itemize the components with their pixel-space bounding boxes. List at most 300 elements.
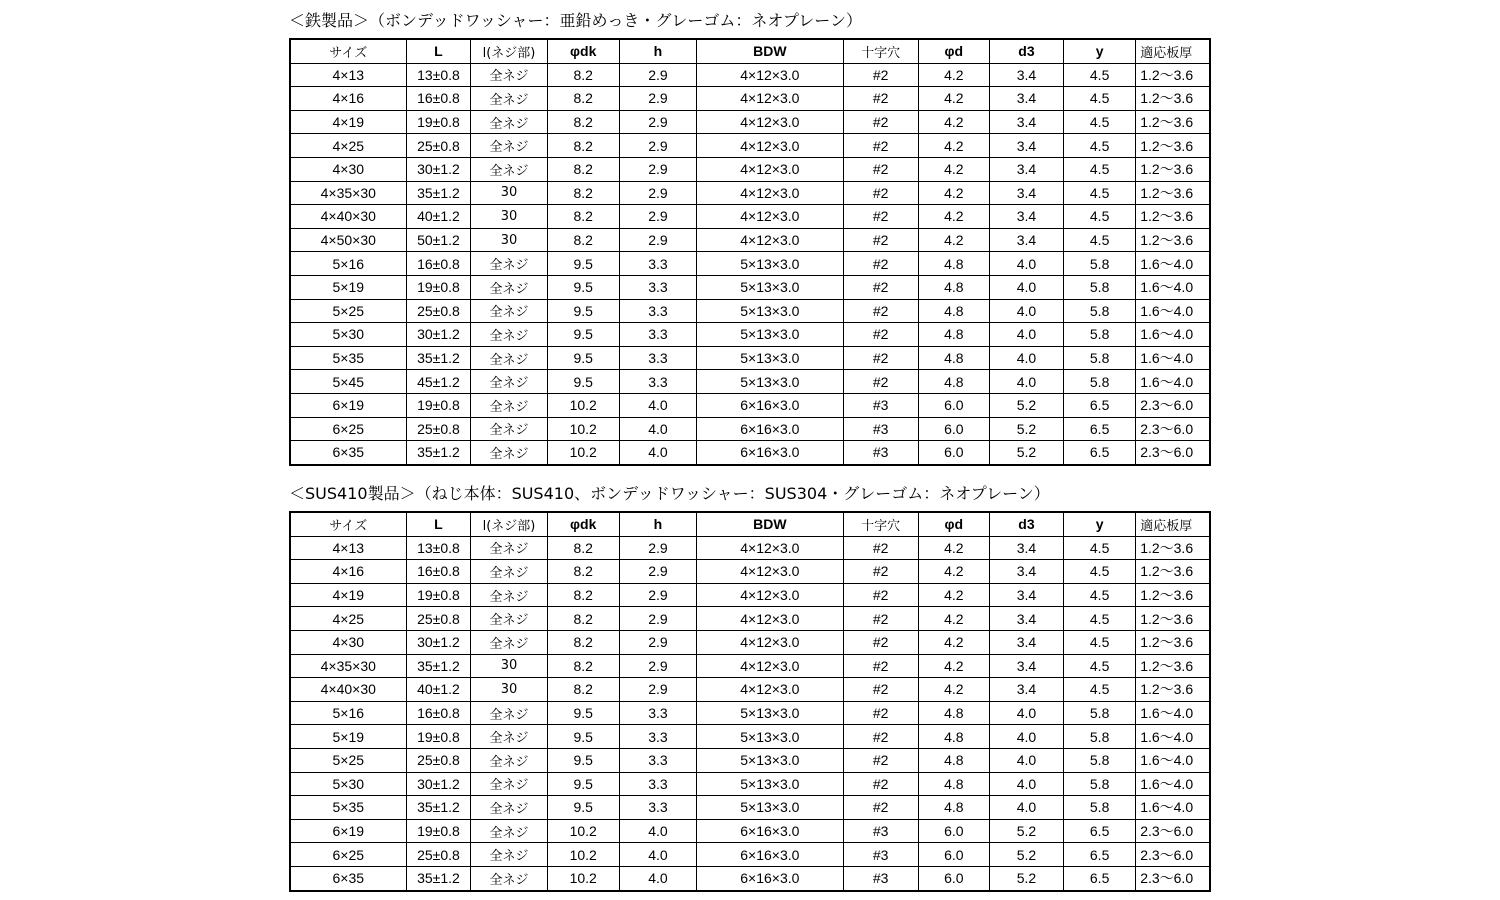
cell-washer-size: 4×12×3.0 xyxy=(697,228,843,252)
cell-thread-length: 全ネジ xyxy=(471,441,547,465)
cell-point-length: 4.5 xyxy=(1064,536,1136,560)
cell-head-height: 2.9 xyxy=(619,134,696,158)
cell-washer-size: 5×13×3.0 xyxy=(697,252,843,276)
cell-head-diameter: 9.5 xyxy=(547,748,619,772)
cell-head-height: 4.0 xyxy=(619,441,696,465)
table-row xyxy=(290,63,1210,87)
cell-head-height: 2.9 xyxy=(619,205,696,229)
cell-plate-thickness: 1.2～3.6 xyxy=(1136,110,1210,134)
cell-washer-size: 5×13×3.0 xyxy=(697,323,843,347)
table-row xyxy=(290,275,1210,299)
column-header-head-diameter: φdk xyxy=(547,512,619,536)
cell-thread-root-diameter: 4.0 xyxy=(989,299,1063,323)
cell-thread-root-diameter: 4.0 xyxy=(989,275,1063,299)
cell-cross-recess: #3 xyxy=(843,843,918,867)
cell-head-height: 2.9 xyxy=(619,181,696,205)
cell-thread-root-diameter: 5.2 xyxy=(989,843,1063,867)
cell-size: 4×40×30 xyxy=(290,678,406,702)
cell-cross-recess: #2 xyxy=(843,748,918,772)
column-header-thread-root-diameter: d3 xyxy=(989,512,1063,536)
cell-length: 25±0.8 xyxy=(406,299,471,323)
cell-head-height: 3.3 xyxy=(619,323,696,347)
cell-size: 5×16 xyxy=(290,252,406,276)
cell-shank-diameter: 4.2 xyxy=(918,583,989,607)
cell-head-height: 3.3 xyxy=(619,299,696,323)
cell-thread-root-diameter: 3.4 xyxy=(989,630,1063,654)
cell-cross-recess: #3 xyxy=(843,393,918,417)
cell-plate-thickness: 2.3～6.0 xyxy=(1136,866,1210,890)
cell-point-length: 4.5 xyxy=(1064,63,1136,87)
cell-thread-root-diameter: 5.2 xyxy=(989,866,1063,890)
cell-point-length: 6.5 xyxy=(1064,819,1136,843)
cell-shank-diameter: 4.8 xyxy=(918,796,989,820)
cell-head-diameter: 9.5 xyxy=(547,346,619,370)
cell-washer-size: 4×12×3.0 xyxy=(697,134,843,158)
cell-washer-size: 5×13×3.0 xyxy=(697,299,843,323)
cell-length: 25±0.8 xyxy=(406,748,471,772)
cell-size: 6×25 xyxy=(290,843,406,867)
cell-thread-length: 全ネジ xyxy=(471,393,547,417)
cell-head-height: 2.9 xyxy=(619,228,696,252)
cell-plate-thickness: 2.3～6.0 xyxy=(1136,819,1210,843)
cell-plate-thickness: 1.2～3.6 xyxy=(1136,607,1210,631)
cell-shank-diameter: 6.0 xyxy=(918,393,989,417)
cell-thread-root-diameter: 3.4 xyxy=(989,678,1063,702)
cell-thread-length: 全ネジ xyxy=(471,560,547,584)
spec-table-steel xyxy=(289,38,1211,466)
cell-cross-recess: #2 xyxy=(843,725,918,749)
cell-thread-root-diameter: 3.4 xyxy=(989,134,1063,158)
cell-thread-length: 30 xyxy=(471,678,547,702)
cell-head-height: 4.0 xyxy=(619,417,696,441)
cell-shank-diameter: 4.2 xyxy=(918,630,989,654)
cell-size: 4×13 xyxy=(290,63,406,87)
cell-head-diameter: 8.2 xyxy=(547,87,619,111)
cell-length: 30±1.2 xyxy=(406,772,471,796)
cell-shank-diameter: 4.2 xyxy=(918,654,989,678)
cell-length: 35±1.2 xyxy=(406,796,471,820)
cell-cross-recess: #2 xyxy=(843,157,918,181)
cell-thread-root-diameter: 3.4 xyxy=(989,157,1063,181)
cell-shank-diameter: 4.8 xyxy=(918,772,989,796)
cell-head-height: 3.3 xyxy=(619,275,696,299)
cell-head-diameter: 10.2 xyxy=(547,843,619,867)
cell-head-height: 2.9 xyxy=(619,536,696,560)
cell-thread-length: 30 xyxy=(471,654,547,678)
cell-thread-length: 全ネジ xyxy=(471,772,547,796)
cell-plate-thickness: 1.2～3.6 xyxy=(1136,228,1210,252)
cell-length: 16±0.8 xyxy=(406,701,471,725)
cell-shank-diameter: 6.0 xyxy=(918,866,989,890)
cell-plate-thickness: 1.6～4.0 xyxy=(1136,346,1210,370)
cell-thread-root-diameter: 3.4 xyxy=(989,181,1063,205)
cell-cross-recess: #2 xyxy=(843,654,918,678)
cell-point-length: 4.5 xyxy=(1064,228,1136,252)
cell-head-diameter: 10.2 xyxy=(547,866,619,890)
cell-point-length: 4.5 xyxy=(1064,583,1136,607)
cell-head-height: 2.9 xyxy=(619,63,696,87)
cell-plate-thickness: 1.2～3.6 xyxy=(1136,157,1210,181)
cell-point-length: 4.5 xyxy=(1064,110,1136,134)
cell-length: 35±1.2 xyxy=(406,181,471,205)
column-header-shank-diameter: φd xyxy=(918,39,989,63)
cell-head-height: 3.3 xyxy=(619,772,696,796)
cell-washer-size: 5×13×3.0 xyxy=(697,701,843,725)
cell-size: 5×16 xyxy=(290,701,406,725)
cell-washer-size: 4×12×3.0 xyxy=(697,678,843,702)
cell-head-height: 2.9 xyxy=(619,607,696,631)
cell-point-length: 5.8 xyxy=(1064,323,1136,347)
cell-plate-thickness: 1.6～4.0 xyxy=(1136,299,1210,323)
cell-thread-root-diameter: 5.2 xyxy=(989,417,1063,441)
cell-plate-thickness: 1.2～3.6 xyxy=(1136,205,1210,229)
cell-thread-length: 全ネジ xyxy=(471,866,547,890)
cell-length: 35±1.2 xyxy=(406,441,471,465)
table-row xyxy=(290,819,1210,843)
cell-cross-recess: #3 xyxy=(843,417,918,441)
cell-point-length: 4.5 xyxy=(1064,654,1136,678)
cell-head-diameter: 8.2 xyxy=(547,228,619,252)
cell-shank-diameter: 4.2 xyxy=(918,181,989,205)
cell-point-length: 4.5 xyxy=(1064,157,1136,181)
column-header-washer-size: BDW xyxy=(697,512,843,536)
cell-thread-root-diameter: 4.0 xyxy=(989,725,1063,749)
cell-plate-thickness: 1.6～4.0 xyxy=(1136,323,1210,347)
cell-plate-thickness: 1.6～4.0 xyxy=(1136,701,1210,725)
cell-thread-root-diameter: 4.0 xyxy=(989,252,1063,276)
cell-plate-thickness: 1.6～4.0 xyxy=(1136,748,1210,772)
cell-shank-diameter: 4.8 xyxy=(918,275,989,299)
cell-thread-length: 全ネジ xyxy=(471,157,547,181)
cell-size: 4×30 xyxy=(290,630,406,654)
cell-plate-thickness: 1.2～3.6 xyxy=(1136,630,1210,654)
cell-thread-length: 全ネジ xyxy=(471,252,547,276)
cell-thread-root-diameter: 3.4 xyxy=(989,607,1063,631)
section-title-sus410: ＜SUS410製品＞（ねじ本体：SUS410、ボンデッドワッシャー：SUS304・グレーゴム：ネオプレーン） xyxy=(289,484,1050,503)
cell-thread-length: 30 xyxy=(471,205,547,229)
cell-washer-size: 5×13×3.0 xyxy=(697,796,843,820)
cell-thread-root-diameter: 4.0 xyxy=(989,748,1063,772)
cell-size: 4×25 xyxy=(290,134,406,158)
cell-head-height: 3.3 xyxy=(619,725,696,749)
cell-washer-size: 5×13×3.0 xyxy=(697,346,843,370)
cell-length: 25±0.8 xyxy=(406,134,471,158)
cell-shank-diameter: 6.0 xyxy=(918,417,989,441)
cell-point-length: 5.8 xyxy=(1064,796,1136,820)
cell-head-height: 4.0 xyxy=(619,866,696,890)
cell-thread-root-diameter: 3.4 xyxy=(989,110,1063,134)
cell-head-diameter: 8.2 xyxy=(547,536,619,560)
cell-thread-root-diameter: 4.0 xyxy=(989,370,1063,394)
cell-point-length: 6.5 xyxy=(1064,441,1136,465)
cell-plate-thickness: 1.2～3.6 xyxy=(1136,654,1210,678)
cell-thread-length: 全ネジ xyxy=(471,323,547,347)
cell-point-length: 5.8 xyxy=(1064,252,1136,276)
cell-shank-diameter: 6.0 xyxy=(918,441,989,465)
cell-plate-thickness: 1.2～3.6 xyxy=(1136,63,1210,87)
cell-size: 5×25 xyxy=(290,299,406,323)
cell-thread-length: 全ネジ xyxy=(471,299,547,323)
cell-point-length: 4.5 xyxy=(1064,87,1136,111)
cell-washer-size: 4×12×3.0 xyxy=(697,654,843,678)
cell-washer-size: 5×13×3.0 xyxy=(697,275,843,299)
table-row xyxy=(290,560,1210,584)
cell-size: 4×35×30 xyxy=(290,181,406,205)
cell-cross-recess: #2 xyxy=(843,796,918,820)
cell-washer-size: 5×13×3.0 xyxy=(697,370,843,394)
column-header-head-diameter: φdk xyxy=(547,39,619,63)
table-row xyxy=(290,205,1210,229)
column-header-plate-thickness: 適応板厚 xyxy=(1136,39,1210,63)
cell-head-height: 2.9 xyxy=(619,678,696,702)
cell-plate-thickness: 1.6～4.0 xyxy=(1136,275,1210,299)
cell-thread-length: 全ネジ xyxy=(471,87,547,111)
cell-point-length: 4.5 xyxy=(1064,678,1136,702)
cell-thread-length: 全ネジ xyxy=(471,725,547,749)
cell-thread-length: 全ネジ xyxy=(471,819,547,843)
cell-head-height: 2.9 xyxy=(619,583,696,607)
cell-size: 4×40×30 xyxy=(290,205,406,229)
cell-length: 30±1.2 xyxy=(406,157,471,181)
cell-plate-thickness: 2.3～6.0 xyxy=(1136,393,1210,417)
cell-size: 6×35 xyxy=(290,866,406,890)
cell-head-diameter: 9.5 xyxy=(547,299,619,323)
cell-head-diameter: 8.2 xyxy=(547,630,619,654)
cell-head-diameter: 8.2 xyxy=(547,157,619,181)
cell-head-diameter: 9.5 xyxy=(547,275,619,299)
cell-head-diameter: 9.5 xyxy=(547,323,619,347)
cell-head-diameter: 8.2 xyxy=(547,607,619,631)
table-body xyxy=(290,63,1210,465)
cell-thread-root-diameter: 5.2 xyxy=(989,819,1063,843)
cell-length: 16±0.8 xyxy=(406,87,471,111)
cell-washer-size: 5×13×3.0 xyxy=(697,725,843,749)
cell-shank-diameter: 4.2 xyxy=(918,87,989,111)
cell-length: 16±0.8 xyxy=(406,560,471,584)
cell-shank-diameter: 6.0 xyxy=(918,819,989,843)
cell-point-length: 5.8 xyxy=(1064,346,1136,370)
section-title-steel: ＜鉄製品＞（ボンデッドワッシャー：亜鉛めっき・グレーゴム：ネオプレーン） xyxy=(289,11,862,30)
cell-cross-recess: #2 xyxy=(843,181,918,205)
cell-cross-recess: #2 xyxy=(843,87,918,111)
column-header-length: L xyxy=(406,39,471,63)
cell-head-diameter: 9.5 xyxy=(547,725,619,749)
cell-head-diameter: 8.2 xyxy=(547,678,619,702)
cell-washer-size: 4×12×3.0 xyxy=(697,560,843,584)
cell-shank-diameter: 6.0 xyxy=(918,843,989,867)
cell-cross-recess: #3 xyxy=(843,441,918,465)
cell-length: 16±0.8 xyxy=(406,252,471,276)
cell-thread-length: 全ネジ xyxy=(471,370,547,394)
cell-plate-thickness: 1.6～4.0 xyxy=(1136,796,1210,820)
cell-cross-recess: #2 xyxy=(843,63,918,87)
cell-thread-root-diameter: 3.4 xyxy=(989,560,1063,584)
cell-shank-diameter: 4.2 xyxy=(918,678,989,702)
cell-head-height: 3.3 xyxy=(619,701,696,725)
cell-length: 50±1.2 xyxy=(406,228,471,252)
cell-head-diameter: 8.2 xyxy=(547,205,619,229)
cell-size: 4×30 xyxy=(290,157,406,181)
cell-plate-thickness: 1.6～4.0 xyxy=(1136,772,1210,796)
cell-head-diameter: 10.2 xyxy=(547,441,619,465)
cell-head-diameter: 9.5 xyxy=(547,772,619,796)
cell-thread-length: 全ネジ xyxy=(471,607,547,631)
column-header-head-height: h xyxy=(619,39,696,63)
table-row xyxy=(290,748,1210,772)
column-header-cross-recess: 十字穴 xyxy=(843,39,918,63)
cell-cross-recess: #3 xyxy=(843,866,918,890)
table-row xyxy=(290,87,1210,111)
column-header-thread-root-diameter: d3 xyxy=(989,39,1063,63)
cell-shank-diameter: 4.2 xyxy=(918,536,989,560)
cell-point-length: 5.8 xyxy=(1064,299,1136,323)
cell-plate-thickness: 1.6～4.0 xyxy=(1136,370,1210,394)
cell-length: 35±1.2 xyxy=(406,866,471,890)
cell-head-diameter: 8.2 xyxy=(547,181,619,205)
cell-cross-recess: #2 xyxy=(843,630,918,654)
cell-washer-size: 6×16×3.0 xyxy=(697,417,843,441)
table-row xyxy=(290,678,1210,702)
cell-thread-length: 全ネジ xyxy=(471,536,547,560)
cell-washer-size: 6×16×3.0 xyxy=(697,819,843,843)
cell-thread-length: 全ネジ xyxy=(471,110,547,134)
cell-thread-root-diameter: 4.0 xyxy=(989,323,1063,347)
cell-plate-thickness: 1.2～3.6 xyxy=(1136,536,1210,560)
cell-head-diameter: 9.5 xyxy=(547,252,619,276)
cell-plate-thickness: 1.2～3.6 xyxy=(1136,134,1210,158)
cell-size: 5×19 xyxy=(290,725,406,749)
cell-plate-thickness: 1.2～3.6 xyxy=(1136,181,1210,205)
cell-size: 5×35 xyxy=(290,796,406,820)
cell-size: 5×25 xyxy=(290,748,406,772)
cell-thread-root-diameter: 3.4 xyxy=(989,205,1063,229)
cell-shank-diameter: 4.2 xyxy=(918,607,989,631)
cell-thread-root-diameter: 3.4 xyxy=(989,228,1063,252)
cell-thread-length: 全ネジ xyxy=(471,346,547,370)
cell-size: 4×16 xyxy=(290,87,406,111)
cell-point-length: 4.5 xyxy=(1064,134,1136,158)
cell-cross-recess: #2 xyxy=(843,701,918,725)
cell-thread-length: 全ネジ xyxy=(471,63,547,87)
cell-washer-size: 4×12×3.0 xyxy=(697,607,843,631)
cell-head-height: 3.3 xyxy=(619,252,696,276)
cell-thread-root-diameter: 3.4 xyxy=(989,654,1063,678)
cell-thread-root-diameter: 3.4 xyxy=(989,87,1063,111)
cell-head-height: 2.9 xyxy=(619,110,696,134)
cell-point-length: 6.5 xyxy=(1064,866,1136,890)
cell-size: 6×25 xyxy=(290,417,406,441)
cell-head-diameter: 10.2 xyxy=(547,417,619,441)
cell-cross-recess: #2 xyxy=(843,583,918,607)
cell-shank-diameter: 4.8 xyxy=(918,701,989,725)
cell-head-diameter: 8.2 xyxy=(547,110,619,134)
cell-length: 45±1.2 xyxy=(406,370,471,394)
cell-shank-diameter: 4.2 xyxy=(918,228,989,252)
table-row xyxy=(290,346,1210,370)
cell-point-length: 5.8 xyxy=(1064,370,1136,394)
cell-head-diameter: 8.2 xyxy=(547,63,619,87)
cell-plate-thickness: 1.2～3.6 xyxy=(1136,560,1210,584)
cell-thread-length: 30 xyxy=(471,228,547,252)
spec-table-sus410 xyxy=(289,511,1211,892)
cell-size: 5×30 xyxy=(290,772,406,796)
cell-length: 35±1.2 xyxy=(406,654,471,678)
table-row xyxy=(290,110,1210,134)
cell-thread-root-diameter: 3.4 xyxy=(989,536,1063,560)
column-header-head-height: h xyxy=(619,512,696,536)
cell-size: 5×45 xyxy=(290,370,406,394)
table-header xyxy=(290,39,1210,63)
column-header-washer-size: BDW xyxy=(697,39,843,63)
table-row xyxy=(290,583,1210,607)
cell-length: 19±0.8 xyxy=(406,393,471,417)
table-row xyxy=(290,441,1210,465)
header-row xyxy=(290,39,1210,63)
cell-cross-recess: #2 xyxy=(843,607,918,631)
cell-shank-diameter: 4.2 xyxy=(918,63,989,87)
table-row xyxy=(290,796,1210,820)
cell-head-height: 2.9 xyxy=(619,560,696,584)
cell-cross-recess: #2 xyxy=(843,205,918,229)
cell-thread-length: 全ネジ xyxy=(471,843,547,867)
cell-head-diameter: 10.2 xyxy=(547,819,619,843)
cell-cross-recess: #2 xyxy=(843,772,918,796)
cell-washer-size: 4×12×3.0 xyxy=(697,583,843,607)
cell-washer-size: 6×16×3.0 xyxy=(697,866,843,890)
cell-washer-size: 4×12×3.0 xyxy=(697,110,843,134)
column-header-size: サイズ xyxy=(290,39,406,63)
cell-point-length: 4.5 xyxy=(1064,560,1136,584)
table-row xyxy=(290,134,1210,158)
cell-length: 19±0.8 xyxy=(406,819,471,843)
cell-thread-length: 全ネジ xyxy=(471,417,547,441)
cell-head-diameter: 8.2 xyxy=(547,583,619,607)
cell-plate-thickness: 2.3～6.0 xyxy=(1136,417,1210,441)
cell-length: 19±0.8 xyxy=(406,725,471,749)
cell-washer-size: 4×12×3.0 xyxy=(697,63,843,87)
cell-head-height: 4.0 xyxy=(619,843,696,867)
cell-plate-thickness: 1.2～3.6 xyxy=(1136,678,1210,702)
table-row xyxy=(290,370,1210,394)
cell-washer-size: 4×12×3.0 xyxy=(697,87,843,111)
cell-size: 4×19 xyxy=(290,110,406,134)
cell-shank-diameter: 4.8 xyxy=(918,299,989,323)
cell-cross-recess: #2 xyxy=(843,252,918,276)
cell-size: 4×35×30 xyxy=(290,654,406,678)
cell-point-length: 5.8 xyxy=(1064,275,1136,299)
cell-thread-length: 全ネジ xyxy=(471,701,547,725)
cell-cross-recess: #2 xyxy=(843,346,918,370)
cell-length: 30±1.2 xyxy=(406,630,471,654)
cell-cross-recess: #2 xyxy=(843,275,918,299)
cell-plate-thickness: 2.3～6.0 xyxy=(1136,441,1210,465)
cell-size: 4×13 xyxy=(290,536,406,560)
cell-washer-size: 6×16×3.0 xyxy=(697,843,843,867)
cell-shank-diameter: 4.2 xyxy=(918,560,989,584)
cell-plate-thickness: 1.2～3.6 xyxy=(1136,87,1210,111)
cell-head-height: 2.9 xyxy=(619,157,696,181)
cell-washer-size: 4×12×3.0 xyxy=(697,157,843,181)
cell-length: 35±1.2 xyxy=(406,346,471,370)
cell-head-diameter: 9.5 xyxy=(547,370,619,394)
cell-cross-recess: #2 xyxy=(843,678,918,702)
column-header-point-length: y xyxy=(1064,39,1136,63)
cell-point-length: 5.8 xyxy=(1064,725,1136,749)
cell-cross-recess: #2 xyxy=(843,370,918,394)
cell-point-length: 5.8 xyxy=(1064,748,1136,772)
cell-shank-diameter: 4.8 xyxy=(918,725,989,749)
cell-point-length: 6.5 xyxy=(1064,393,1136,417)
